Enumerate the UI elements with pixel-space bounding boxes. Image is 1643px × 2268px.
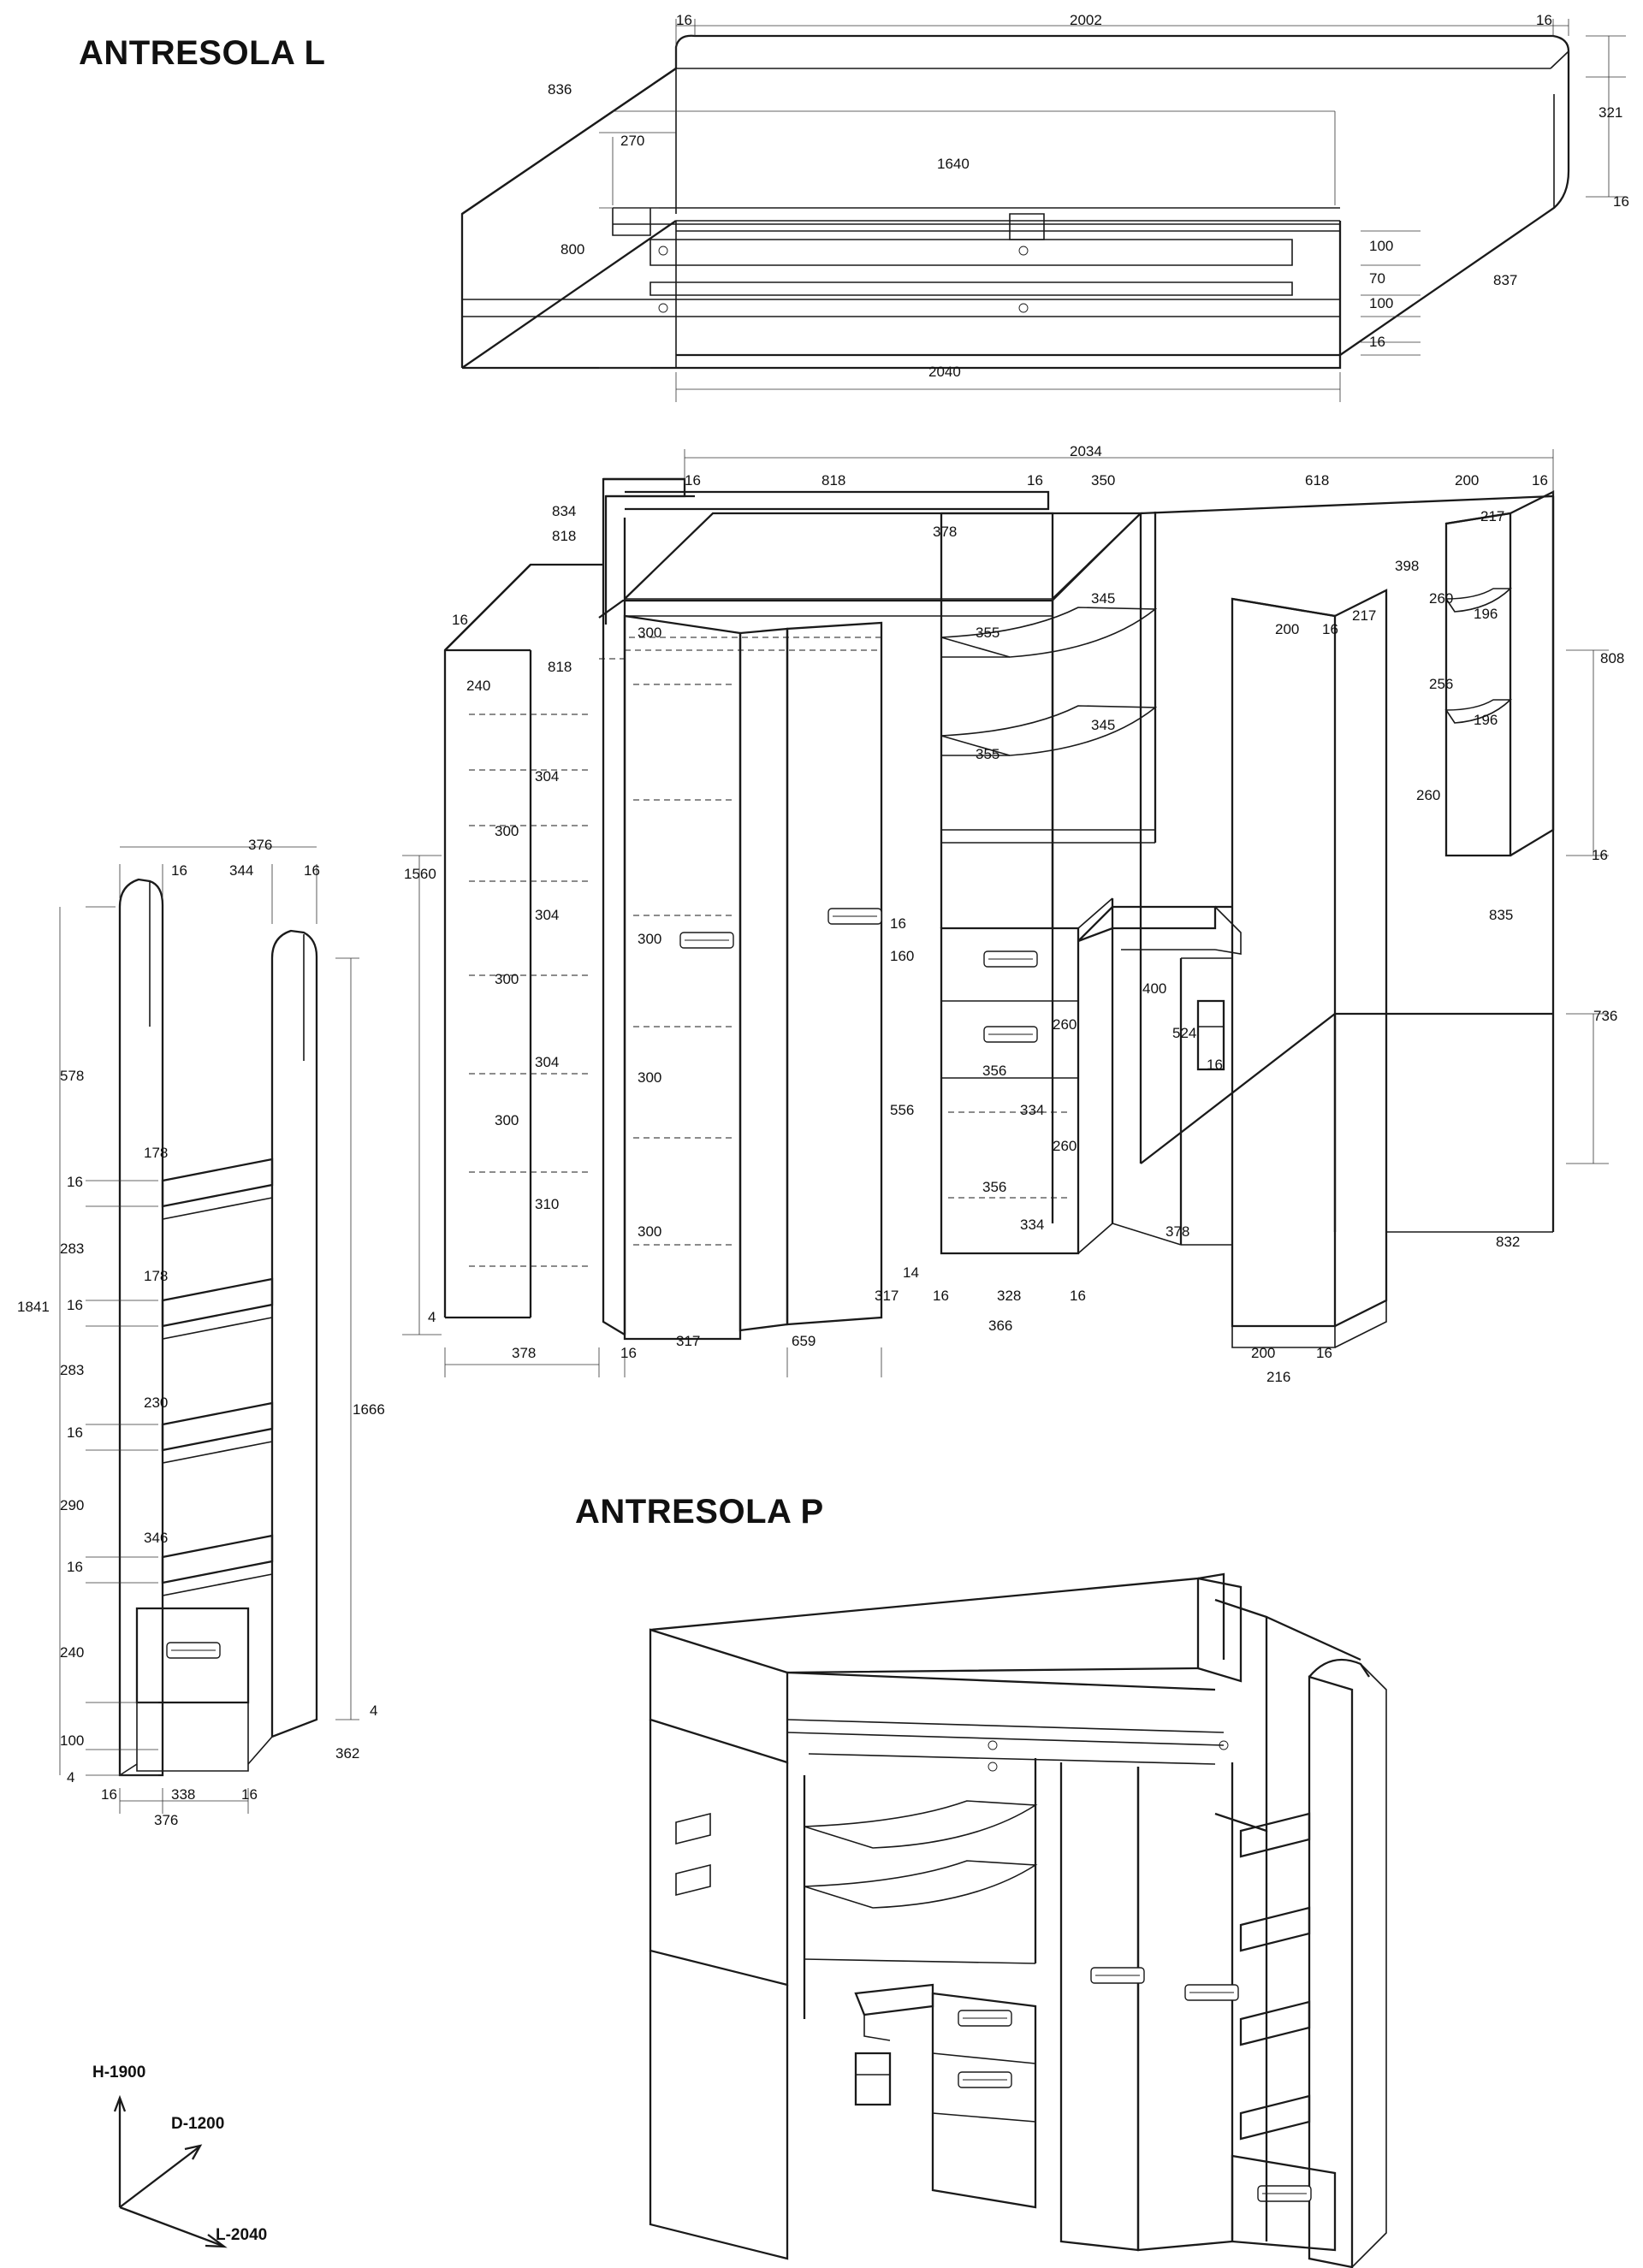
dim-main-200b: 200 xyxy=(1275,621,1300,637)
dim-stair-4b: 4 xyxy=(370,1702,378,1719)
dim-bed-2002: 2002 xyxy=(1070,12,1102,28)
dim-main-304b: 304 xyxy=(535,907,560,923)
dim-main-355b: 355 xyxy=(976,746,1000,762)
dim-main-16c: 16 xyxy=(1532,472,1548,489)
antresola-p-perspective-view xyxy=(650,1574,1386,2267)
dim-main-398: 398 xyxy=(1395,558,1420,574)
dim-main-300b: 300 xyxy=(495,823,519,839)
dim-main-260a: 260 xyxy=(1429,590,1454,607)
dim-main-355a: 355 xyxy=(976,625,1000,641)
dim-stair-1666: 1666 xyxy=(353,1401,385,1418)
dim-stair-16a: 16 xyxy=(171,862,187,879)
dim-main-16b: 16 xyxy=(1027,472,1043,489)
dim-main-345a: 345 xyxy=(1091,590,1116,607)
dim-main-818b: 818 xyxy=(822,472,846,489)
dim-stair-362: 362 xyxy=(335,1745,360,1762)
axis-label-height: H-1900 xyxy=(92,2064,146,2081)
dim-main-1560: 1560 xyxy=(404,866,436,882)
dim-main-350: 350 xyxy=(1091,472,1116,489)
dim-main-260c: 260 xyxy=(1053,1016,1077,1033)
dim-main-835: 835 xyxy=(1489,907,1514,923)
dim-bed-16-c: 16 xyxy=(1369,334,1385,350)
dim-stair-1841: 1841 xyxy=(17,1299,50,1315)
dim-main-618: 618 xyxy=(1305,472,1330,489)
dim-main-304a: 304 xyxy=(535,768,560,785)
dim-main-217b: 217 xyxy=(1352,607,1377,624)
dim-stair-178a: 178 xyxy=(144,1145,169,1161)
dim-stair-376b: 376 xyxy=(154,1812,179,1828)
dim-main-260d: 260 xyxy=(1053,1138,1077,1154)
dim-bed-2040: 2040 xyxy=(928,364,961,380)
dim-main-736: 736 xyxy=(1593,1008,1618,1024)
dim-main-260b: 260 xyxy=(1416,787,1441,803)
dim-stair-376a: 376 xyxy=(248,837,273,853)
dim-bed-321: 321 xyxy=(1599,104,1623,121)
dim-main-832: 832 xyxy=(1496,1234,1521,1250)
dim-main-356a: 356 xyxy=(982,1063,1007,1079)
stair-ladder-view xyxy=(60,847,359,1814)
dim-main-16j: 16 xyxy=(1070,1288,1086,1304)
page-title-antresola-p: ANTRESOLA P xyxy=(575,1493,824,1531)
dim-main-4a: 4 xyxy=(428,1309,436,1325)
axis-label-length: L-2040 xyxy=(216,2226,268,2244)
dim-bed-100-a: 100 xyxy=(1369,238,1394,254)
axis-label-depth: D-1200 xyxy=(171,2115,225,2133)
dim-stair-338: 338 xyxy=(171,1786,196,1803)
dim-stair-240: 240 xyxy=(60,1644,85,1661)
dim-bed-16-b: 16 xyxy=(1613,193,1629,210)
dim-main-200a: 200 xyxy=(1455,472,1480,489)
dim-main-317a: 317 xyxy=(875,1288,899,1304)
dim-main-659: 659 xyxy=(792,1333,816,1349)
dim-main-818a: 818 xyxy=(552,528,577,544)
dim-stair-16c: 16 xyxy=(67,1174,83,1190)
dim-main-216: 216 xyxy=(1266,1369,1291,1385)
page-title-antresola-l: ANTRESOLA L xyxy=(79,34,326,72)
dim-main-16k: 16 xyxy=(620,1345,637,1361)
dim-main-16d: 16 xyxy=(1322,621,1338,637)
dim-main-16i: 16 xyxy=(933,1288,949,1304)
dim-bed-70: 70 xyxy=(1369,270,1385,287)
dim-main-400: 400 xyxy=(1142,980,1167,997)
dim-main-240: 240 xyxy=(466,678,491,694)
dim-main-345b: 345 xyxy=(1091,717,1116,733)
dim-main-556: 556 xyxy=(890,1102,915,1118)
dim-main-808: 808 xyxy=(1600,650,1625,666)
dim-main-14: 14 xyxy=(903,1264,919,1281)
dim-main-317b: 317 xyxy=(676,1333,701,1349)
dim-bed-1640: 1640 xyxy=(937,156,970,172)
dim-bed-800: 800 xyxy=(561,241,585,258)
dim-main-2034: 2034 xyxy=(1070,443,1102,459)
dim-main-256: 256 xyxy=(1429,676,1454,692)
dim-bed-837: 837 xyxy=(1493,272,1518,288)
dim-bed-270: 270 xyxy=(620,133,645,149)
dim-main-328: 328 xyxy=(997,1288,1022,1304)
main-assembly-view xyxy=(402,449,1609,1377)
dim-main-366: 366 xyxy=(988,1318,1013,1334)
dim-main-378c: 378 xyxy=(512,1345,537,1361)
dim-main-16g: 16 xyxy=(890,915,906,932)
dim-stair-16d: 16 xyxy=(67,1297,83,1313)
dim-main-334b: 334 xyxy=(1020,1217,1045,1233)
dim-stair-4a: 4 xyxy=(67,1769,75,1785)
dim-stair-230: 230 xyxy=(144,1395,169,1411)
dim-stair-283b: 283 xyxy=(60,1362,85,1378)
dim-main-300f: 300 xyxy=(638,1069,662,1086)
dim-main-310: 310 xyxy=(535,1196,560,1212)
dim-stair-16g: 16 xyxy=(101,1786,117,1803)
dim-main-16h: 16 xyxy=(1207,1057,1223,1073)
dim-stair-346: 346 xyxy=(144,1530,169,1546)
dim-main-196b: 196 xyxy=(1474,712,1498,728)
dim-main-16a: 16 xyxy=(685,472,701,489)
dim-main-356b: 356 xyxy=(982,1179,1007,1195)
dim-stair-100: 100 xyxy=(60,1732,85,1749)
dim-main-378: 378 xyxy=(933,524,958,540)
dim-main-200c: 200 xyxy=(1251,1345,1276,1361)
dim-main-16l: 16 xyxy=(1316,1345,1332,1361)
dim-main-300d: 300 xyxy=(495,971,519,987)
dim-main-300c: 300 xyxy=(638,931,662,947)
dim-stair-283a: 283 xyxy=(60,1241,85,1257)
dim-main-378b: 378 xyxy=(1166,1223,1190,1240)
dim-main-16f: 16 xyxy=(1592,847,1608,863)
dim-main-334a: 334 xyxy=(1020,1102,1045,1118)
dim-main-16e: 16 xyxy=(452,612,468,628)
dim-stair-344: 344 xyxy=(229,862,254,879)
dim-stair-16b: 16 xyxy=(304,862,320,879)
dim-main-304c: 304 xyxy=(535,1054,560,1070)
dim-main-524: 524 xyxy=(1172,1025,1197,1041)
dim-main-818c: 818 xyxy=(548,659,572,675)
dim-main-300g: 300 xyxy=(638,1223,662,1240)
dim-main-217a: 217 xyxy=(1480,508,1505,524)
dim-stair-578: 578 xyxy=(60,1068,85,1084)
dim-stair-16f: 16 xyxy=(67,1559,83,1575)
dim-stair-16e: 16 xyxy=(67,1424,83,1441)
loft-bed-frame-view xyxy=(462,19,1626,402)
dim-stair-16h: 16 xyxy=(241,1786,258,1803)
dim-main-300a: 300 xyxy=(638,625,662,641)
dim-main-834: 834 xyxy=(552,503,577,519)
dim-bed-16-right: 16 xyxy=(1536,12,1552,28)
dim-main-196a: 196 xyxy=(1474,606,1498,622)
dim-bed-16-left: 16 xyxy=(676,12,692,28)
dim-stair-290: 290 xyxy=(60,1497,85,1513)
dim-main-300e: 300 xyxy=(495,1112,519,1128)
dim-stair-178b: 178 xyxy=(144,1268,169,1284)
dim-bed-836: 836 xyxy=(548,81,572,98)
dim-main-160: 160 xyxy=(890,948,915,964)
dim-bed-100-b: 100 xyxy=(1369,295,1394,311)
